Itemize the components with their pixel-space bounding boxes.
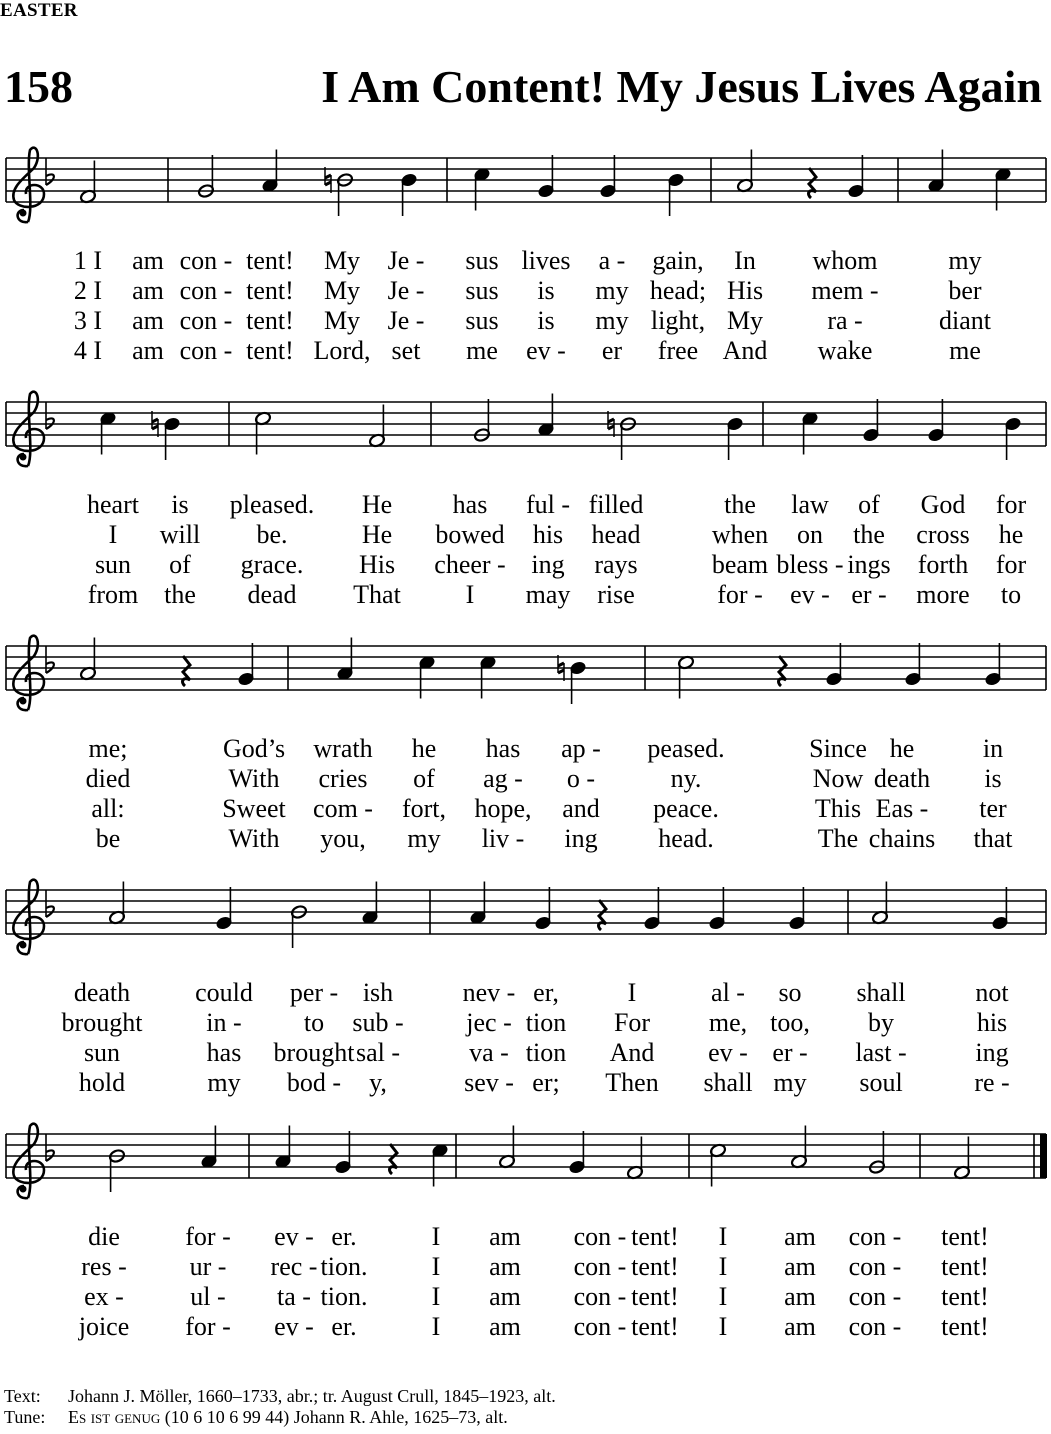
section-label: EASTER (0, 0, 78, 21)
lyric-syllable: ul - (190, 1282, 226, 1311)
lyric-syllable: I (431, 1252, 441, 1281)
lyric-syllable: his (532, 520, 564, 549)
lyric-syllable: con - (179, 276, 233, 305)
quarter-rest (809, 168, 816, 198)
lyric-syllable: the (853, 520, 885, 549)
lyric-syllable: died (85, 764, 131, 793)
hymn-title: I Am Content! My Jesus Lives Again (321, 61, 1042, 112)
natural-stroke (558, 663, 564, 666)
lyric-syllable: soul (859, 1068, 903, 1097)
lyric-syllable: I (431, 1312, 441, 1341)
lyric-syllable: He (361, 520, 393, 549)
lyric-syllable: my (207, 1068, 241, 1097)
lyric-syllable: I (108, 520, 118, 549)
hymn-number: 158 (4, 61, 73, 112)
natural-stroke (325, 175, 331, 178)
lyric-syllable: er, (533, 978, 559, 1007)
lyric-syllable: too, (770, 1008, 810, 1037)
lyric-syllable: com - (313, 794, 373, 823)
tune-credit-value: (10 6 10 6 99 44) Johann R. Ahle, 1625–73, alt. (164, 1407, 508, 1427)
text-credit (4, 1386, 556, 1407)
flat-icon (46, 1134, 54, 1161)
lyric-syllable: sun (83, 1038, 121, 1067)
lyric-syllable: me (949, 336, 981, 365)
lyric-syllable: 4 I (73, 336, 103, 365)
lyric-syllable: mem - (811, 276, 879, 305)
lyric-syllable: pleased. (229, 490, 315, 519)
quarter-rest (779, 656, 786, 686)
clef-dot (20, 942, 27, 949)
lyric-syllable: ish (362, 978, 394, 1007)
lyric-syllable: fort, (401, 794, 447, 823)
lyric-syllable: sub - (352, 1008, 404, 1037)
lyric-syllable: the (164, 580, 196, 609)
lyric-syllable: am (784, 1282, 816, 1311)
treble-clef-icon (13, 1124, 44, 1199)
text-credit-label: Text: (4, 1386, 41, 1406)
lyric-syllable: tent! (246, 246, 294, 275)
lyric-syllable: ings (847, 550, 891, 579)
lyric-syllable: wake (817, 336, 873, 365)
lyric-syllable: chains (868, 824, 936, 853)
lyric-syllable: 1 I (73, 246, 103, 275)
lyric-syllable: my (595, 276, 629, 305)
treble-clef-icon (13, 880, 44, 955)
lyric-syllable: cries (318, 764, 368, 793)
lyric-syllable: My (323, 276, 361, 305)
lyric-syllable: set (391, 336, 421, 365)
lyric-syllable: ev - (526, 336, 566, 365)
lyric-syllable: for - (185, 1222, 231, 1251)
lyric-syllable: I (718, 1252, 728, 1281)
lyric-syllable: 3 I (73, 306, 103, 335)
lyric-syllable: ur - (189, 1252, 227, 1281)
lyric-syllable: is (984, 764, 1002, 793)
system-1 (6, 148, 1046, 365)
lyric-syllable: er; (532, 1068, 560, 1097)
lyric-syllable: to (1000, 580, 1022, 609)
lyric-syllable: when (711, 520, 769, 549)
lyric-syllable: he (998, 520, 1024, 549)
lyric-syllable: sus (465, 246, 499, 275)
lyric-syllable: heart (87, 490, 139, 519)
lyric-syllable: bowed (435, 520, 505, 549)
lyric-syllable: ber (948, 276, 982, 305)
lyric-syllable: ev - (274, 1312, 314, 1341)
lyric-syllable: bod - (286, 1068, 342, 1097)
lyric-syllable: shall (856, 978, 906, 1007)
lyric-syllable: er - (772, 1038, 808, 1067)
lyric-syllable: con - (179, 336, 233, 365)
lyric-syllable: tent! (631, 1252, 679, 1281)
lyric-syllable: ap - (561, 734, 601, 763)
lyric-syllable: ing (564, 824, 598, 853)
lyric-syllable: filled (588, 490, 644, 519)
lyric-syllable: That (353, 580, 401, 609)
quarter-rest (390, 1144, 397, 1174)
treble-clef-icon (13, 148, 44, 223)
lyric-syllable: tent! (246, 336, 294, 365)
lyric-syllable: gain, (652, 246, 704, 275)
lyric-syllable: Je - (387, 306, 425, 335)
lyric-syllable: My (323, 306, 361, 335)
lyric-syllable: death (873, 764, 931, 793)
lyric-syllable: my (948, 246, 982, 275)
lyric-syllable: In (734, 246, 756, 275)
lyric-syllable: forth (917, 550, 969, 579)
flat-icon (46, 890, 54, 917)
lyric-syllable: is (171, 490, 189, 519)
lyric-syllable: for - (717, 580, 763, 609)
lyric-syllable: the (724, 490, 756, 519)
lyric-syllable: His (358, 550, 396, 579)
clef-stroke (13, 148, 44, 223)
lyric-syllable: I (718, 1312, 728, 1341)
lyric-syllable: diant (939, 306, 991, 335)
lyric-syllable: 2 I (73, 276, 103, 305)
lyric-syllable: am (132, 336, 164, 365)
lyric-syllable: sev - (464, 1068, 514, 1097)
lyric-syllable: a - (598, 246, 626, 275)
lyric-syllable: shall (703, 1068, 753, 1097)
lyric-syllable: tent! (631, 1312, 679, 1341)
system-5 (6, 1124, 1047, 1341)
lyric-syllable: He (361, 490, 393, 519)
lyric-syllable: va - (469, 1038, 509, 1067)
lyric-syllable: con - (179, 306, 233, 335)
lyric-syllable: beam (711, 550, 769, 579)
lyric-syllable: am (132, 306, 164, 335)
lyric-syllable: I (431, 1222, 441, 1251)
lyric-syllable: tent! (941, 1252, 989, 1281)
final-barline (1040, 1134, 1047, 1178)
lyric-syllable: Lord, (313, 336, 371, 365)
lyric-syllable: light, (650, 306, 706, 335)
lyric-syllable: so (778, 978, 802, 1007)
lyric-syllable: of (858, 490, 880, 519)
natural-stroke (608, 426, 614, 429)
lyric-syllable: ter (979, 794, 1007, 823)
lyric-syllable: hold (78, 1068, 126, 1097)
lyric-syllable: Now (812, 764, 864, 793)
lyric-syllable: is (537, 276, 555, 305)
lyric-syllable: tion. (320, 1282, 368, 1311)
lyric-syllable: tent! (941, 1282, 989, 1311)
lyric-syllable: er. (331, 1312, 357, 1341)
lyric-syllable: my (773, 1068, 807, 1097)
lyric-syllable: last - (855, 1038, 907, 1067)
treble-clef-icon (13, 392, 44, 467)
lyric-syllable: bless - (776, 550, 844, 579)
text-credit-value: Johann J. Möller, 1660–1733, abr.; tr. August Crull, 1845–1923, alt. (68, 1386, 556, 1406)
lyric-syllable: dead (247, 580, 297, 609)
lyric-syllable: am (132, 276, 164, 305)
lyric-syllable: God (920, 490, 966, 519)
lyric-syllable: ag - (483, 764, 523, 793)
system-4 (6, 880, 1046, 1097)
lyric-syllable: tion (525, 1008, 567, 1037)
lyric-syllable: for (995, 490, 1027, 519)
lyric-syllable: I (718, 1222, 728, 1251)
lyric-syllable: may (525, 580, 571, 609)
lyric-syllable: be (95, 824, 121, 853)
lyric-syllable: con - (573, 1282, 627, 1311)
tune-credit (4, 1407, 556, 1428)
lyric-syllable: I (718, 1282, 728, 1311)
lyric-syllable: law (791, 490, 829, 519)
lyric-syllable: con - (573, 1252, 627, 1281)
lyric-syllable: me (466, 336, 498, 365)
lyric-syllable: on (797, 520, 823, 549)
lyric-syllable: he (411, 734, 437, 763)
lyric-syllable: am (489, 1282, 521, 1311)
lyric-syllable: His (726, 276, 764, 305)
lyric-syllable: die (88, 1222, 120, 1251)
flat-icon (46, 646, 54, 673)
tune-credit-label: Tune: (4, 1407, 46, 1427)
credits (4, 1386, 556, 1428)
lyric-syllable: cross (916, 520, 970, 549)
lyric-syllable: joice (78, 1312, 130, 1341)
lyric-syllable: er - (851, 580, 887, 609)
lyric-syllable: I (431, 1282, 441, 1311)
lyric-syllable: me, (708, 1008, 748, 1037)
clef-stroke (13, 1124, 44, 1199)
lyric-syllable: ex - (84, 1282, 124, 1311)
lyric-syllable: his (976, 1008, 1008, 1037)
lyric-syllable: Je - (387, 276, 425, 305)
clef-dot (20, 454, 27, 461)
lyric-syllable: for (995, 550, 1027, 579)
lyric-syllable: rec - (270, 1252, 318, 1281)
lyric-syllable: head (591, 520, 641, 549)
lyric-syllable: tent! (941, 1312, 989, 1341)
lyric-syllable: am (784, 1252, 816, 1281)
lyric-syllable: ing (975, 1038, 1009, 1067)
lyric-syllable: wrath (313, 734, 373, 763)
lyric-syllable: tent! (631, 1282, 679, 1311)
lyric-syllable: all: (91, 794, 125, 823)
flat-icon (46, 402, 54, 429)
lyric-syllable: And (609, 1038, 655, 1067)
lyric-syllable: that (973, 824, 1013, 853)
lyric-syllable: Then (605, 1068, 659, 1097)
lyric-syllable: peace. (653, 794, 719, 823)
lyric-syllable: ev - (274, 1222, 314, 1251)
lyric-syllable: y, (369, 1068, 387, 1097)
lyric-syllable: whom (812, 246, 878, 275)
lyric-syllable: al - (711, 978, 745, 1007)
lyric-syllable: am (489, 1222, 521, 1251)
lyric-syllable: I (465, 580, 475, 609)
lyric-syllable: from (87, 580, 139, 609)
lyric-syllable: For (613, 1008, 651, 1037)
natural-stroke (608, 419, 614, 422)
lyric-syllable: per - (289, 978, 339, 1007)
lyric-syllable: my (595, 306, 629, 335)
lyric-syllable: con - (179, 246, 233, 275)
lyric-syllable: con - (848, 1252, 902, 1281)
lyric-syllable: he (889, 734, 915, 763)
lyric-syllable: Since (809, 734, 867, 763)
lyric-syllable: free (657, 336, 699, 365)
clef-dot (20, 698, 27, 705)
lyric-syllable: ev - (790, 580, 830, 609)
lyric-syllable: sus (465, 306, 499, 335)
quarter-rest (183, 656, 190, 686)
lyric-syllable: head. (658, 824, 714, 853)
lyric-syllable: tent! (246, 306, 294, 335)
lyric-syllable: lives (521, 246, 571, 275)
lyric-syllable: brought (61, 1008, 143, 1037)
lyric-syllable: peased. (647, 734, 725, 763)
lyric-syllable: ra - (827, 306, 863, 335)
lyric-syllable: has (452, 490, 488, 519)
lyric-syllable: death (73, 978, 131, 1007)
lyric-syllable: rays (594, 550, 638, 579)
lyric-syllable: has (485, 734, 521, 763)
lyric-syllable: me; (88, 734, 128, 763)
lyric-syllable: in (982, 734, 1004, 763)
natural-stroke (325, 182, 331, 185)
lyric-syllable: tent! (941, 1222, 989, 1251)
lyric-syllable: and (562, 794, 600, 823)
lyric-syllable: er. (331, 1222, 357, 1251)
lyric-syllable: God’s (222, 734, 286, 763)
lyric-syllable: And (722, 336, 768, 365)
lyric-syllable: ev - (708, 1038, 748, 1067)
system-2 (6, 392, 1046, 609)
lyric-syllable: With (228, 764, 280, 793)
lyric-syllable: liv - (481, 824, 525, 853)
lyric-syllable: has (206, 1038, 242, 1067)
lyric-syllable: res - (81, 1252, 127, 1281)
lyric-syllable: tion (525, 1038, 567, 1067)
lyric-syllable: rise (597, 580, 635, 609)
lyric-syllable: sun (94, 550, 132, 579)
lyric-syllable: nev - (462, 978, 516, 1007)
lyric-syllable: for - (185, 1312, 231, 1341)
lyric-syllable: er (601, 336, 623, 365)
lyric-syllable: con - (573, 1312, 627, 1341)
lyric-syllable: be. (256, 520, 288, 549)
treble-clef-icon (13, 636, 44, 711)
lyric-syllable: con - (848, 1222, 902, 1251)
lyric-syllable: jec - (466, 1008, 512, 1037)
lyric-syllable: With (228, 824, 280, 853)
lyric-syllable: ful - (525, 490, 571, 519)
lyric-syllable: My (323, 246, 361, 275)
natural-stroke (152, 426, 158, 429)
lyric-syllable: ing (531, 550, 565, 579)
lyric-syllable: hope, (474, 794, 532, 823)
lyric-syllable: The (817, 824, 859, 853)
lyric-syllable: This (814, 794, 862, 823)
lyric-syllable: is (537, 306, 555, 335)
lyric-syllable: I (627, 978, 637, 1007)
lyric-syllable: by (868, 1008, 894, 1037)
lyric-syllable: of (413, 764, 435, 793)
lyric-syllable: con - (848, 1282, 902, 1311)
lyric-syllable: you, (320, 824, 366, 853)
lyric-syllable: ny. (670, 764, 702, 793)
natural-stroke (152, 419, 158, 422)
lyric-syllable: am (784, 1312, 816, 1341)
flat-icon (46, 158, 54, 185)
lyric-syllable: My (726, 306, 764, 335)
lyric-syllable: con - (848, 1312, 902, 1341)
lyric-syllable: Eas - (875, 794, 929, 823)
clef-dot (20, 1186, 27, 1193)
lyric-syllable: Je - (387, 246, 425, 275)
lyric-syllable: con - (573, 1222, 627, 1251)
lyric-syllable: Sweet (222, 794, 286, 823)
lyric-syllable: tent! (631, 1222, 679, 1251)
lyric-syllable: sus (465, 276, 499, 305)
lyric-syllable: cheer - (434, 550, 506, 579)
quarter-rest (599, 900, 606, 930)
lyric-syllable: sal - (355, 1038, 401, 1067)
lyric-syllable: o - (566, 764, 596, 793)
natural-stroke (558, 670, 564, 673)
lyric-syllable: in - (206, 1008, 242, 1037)
lyric-syllable: could (195, 978, 253, 1007)
lyric-syllable: head; (649, 276, 707, 305)
lyric-syllable: of (169, 550, 191, 579)
lyric-syllable: will (159, 520, 201, 549)
lyric-syllable: to (303, 1008, 325, 1037)
lyric-syllable: my (407, 824, 441, 853)
lyric-syllable: brought (273, 1038, 355, 1067)
lyric-syllable: am (489, 1312, 521, 1341)
lyric-syllable: ta - (277, 1282, 311, 1311)
lyric-syllable: grace. (240, 550, 304, 579)
system-3 (6, 636, 1046, 853)
lyric-syllable: tion. (320, 1252, 368, 1281)
clef-dot (20, 210, 27, 217)
lyric-syllable: am (489, 1252, 521, 1281)
clef-stroke (13, 880, 44, 955)
lyric-syllable: am (784, 1222, 816, 1251)
tune-name: Es ist genug (68, 1407, 161, 1427)
lyric-syllable: tent! (246, 276, 294, 305)
clef-stroke (13, 636, 44, 711)
lyric-syllable: re - (974, 1068, 1010, 1097)
lyric-syllable: not (975, 978, 1009, 1007)
lyric-syllable: am (132, 246, 164, 275)
clef-stroke (13, 392, 44, 467)
lyric-syllable: more (916, 580, 970, 609)
